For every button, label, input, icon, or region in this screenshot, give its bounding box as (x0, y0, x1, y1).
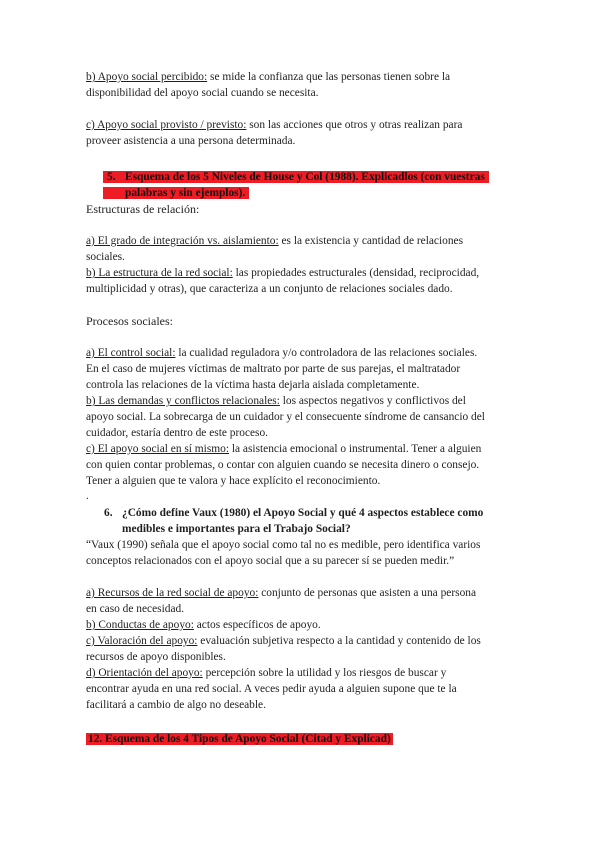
quote-text: conceptos relacionados con el apoyo social que a su parecer sí se pueden medir.” (86, 555, 455, 567)
heading-text: medibles e importantes para el Trabajo Social? (122, 523, 351, 535)
heading-6 (104, 505, 518, 537)
term-label: c) Valoración del apoyo: (86, 635, 198, 647)
quote-vaux (86, 537, 518, 569)
paragraph-text: con quien contar problemas, o contar con alguien cuando se necesita dinero o consejo. (86, 459, 480, 471)
paragraph-text: facilitará a cambio de algo no deseable. (86, 699, 266, 711)
paragraph-text: es la existencia y cantidad de relaciones (278, 235, 464, 247)
paragraph-text: evaluación subjetiva respecto a la cantidad y contenido de los (197, 635, 481, 647)
heading-text: ¿Cómo define Vaux (1980) el Apoyo Social y qué 4 aspectos establece como (122, 507, 484, 519)
paragraph-text: encontrar ayuda en una red social. A veces pedir ayuda a alguien supone que te la (86, 683, 457, 695)
quote-text: “Vaux (1990) señala que el apoyo social como tal no es medible, pero identifica varios (86, 539, 481, 551)
term-label: b) Las demandas y conflictos relacionales: (86, 395, 280, 407)
term-label: b) La estructura de la red social: (86, 267, 233, 279)
term-label: b) Apoyo social percibido: (86, 71, 208, 83)
term-label: a) Recursos de la red social de apoyo: (86, 587, 259, 599)
paragraph-text: en caso de necesidad. (86, 603, 185, 615)
heading-text: palabras y sin ejemplos). (125, 187, 246, 199)
paragraph-text: la cualidad reguladora y/o controladora de las relaciones sociales. (175, 347, 478, 359)
heading-12 (86, 731, 518, 747)
document-body (86, 69, 518, 747)
paragraph-text: proveer asistencia a una persona determinada. (86, 135, 296, 147)
heading-text: 12. Esquema de los 4 Tipos de Apoyo Social (Citad y Explicad) (88, 733, 391, 745)
paragraph-text: cuidador, estaría dentro de este proceso. (86, 427, 269, 439)
heading-text: Esquema de los 5 Niveles de House y Col (1988). Explicadlos (con vuestras (125, 171, 485, 183)
term-label: c) Apoyo social provisto / previsto: (86, 119, 247, 131)
paragraph-text: apoyo social. La sobrecarga de un cuidador y el consecuente síndrome de cansancio del (86, 411, 485, 423)
section-title-procesos: Procesos sociales: (86, 314, 173, 328)
paragraph-text: Tener a alguien que te valora y hace explícito el reconocimiento. (86, 475, 381, 487)
paragraph-estructuras (86, 233, 518, 297)
paragraph-text: actos específicos de apoyo. (193, 619, 321, 631)
heading-5 (86, 169, 518, 201)
paragraph-text: percepción sobre la utilidad y los riesgos de buscar y (202, 667, 447, 679)
paragraph-apoyo-provisto (86, 117, 518, 149)
paragraph-vaux-aspects (86, 585, 518, 713)
paragraph-text: En el caso de mujeres víctimas de maltrato por parte de sus parejas, el maltratador (86, 363, 461, 375)
paragraph-text: sociales. (86, 251, 125, 263)
paragraph-text: se mide la confianza que las personas tienen sobre la (207, 71, 451, 83)
heading-number: 5. (107, 171, 116, 183)
paragraph-procesos (86, 345, 518, 489)
section-title-estructuras: Estructuras de relación: (86, 202, 200, 216)
paragraph-text: controla las relaciones de la víctima hasta dejarla aislada completamente. (86, 379, 420, 391)
paragraph-text: son las acciones que otros y otras realizan para (246, 119, 463, 131)
paragraph-text: la asistencia emocional o instrumental. Tener a alguien (229, 443, 482, 455)
paragraph-text: conjunto de personas que asisten a una persona (258, 587, 477, 599)
paragraph-text: los aspectos negativos y conflictivos del (279, 395, 466, 407)
term-label: c) El apoyo social en sí mismo: (86, 443, 229, 455)
paragraph-text: recursos de apoyo disponibles. (86, 651, 226, 663)
term-label: a) El control social: (86, 347, 176, 359)
paragraph-text: multiplicidad y otras), que caracteriza a un conjunto de relaciones sociales dado. (86, 283, 453, 295)
heading-number: 6. (104, 507, 113, 519)
stray-dot: . (86, 490, 89, 502)
term-label: b) Conductas de apoyo: (86, 619, 194, 631)
term-label: a) El grado de integración vs. aislamiento: (86, 235, 279, 247)
paragraph-text: las propiedades estructurales (densidad, reciprocidad, (232, 267, 480, 279)
paragraph-text: disponibilidad del apoyo social cuando se necesita. (86, 87, 319, 99)
term-label: d) Orientación del apoyo: (86, 667, 203, 679)
paragraph-apoyo-percibido (86, 69, 518, 101)
